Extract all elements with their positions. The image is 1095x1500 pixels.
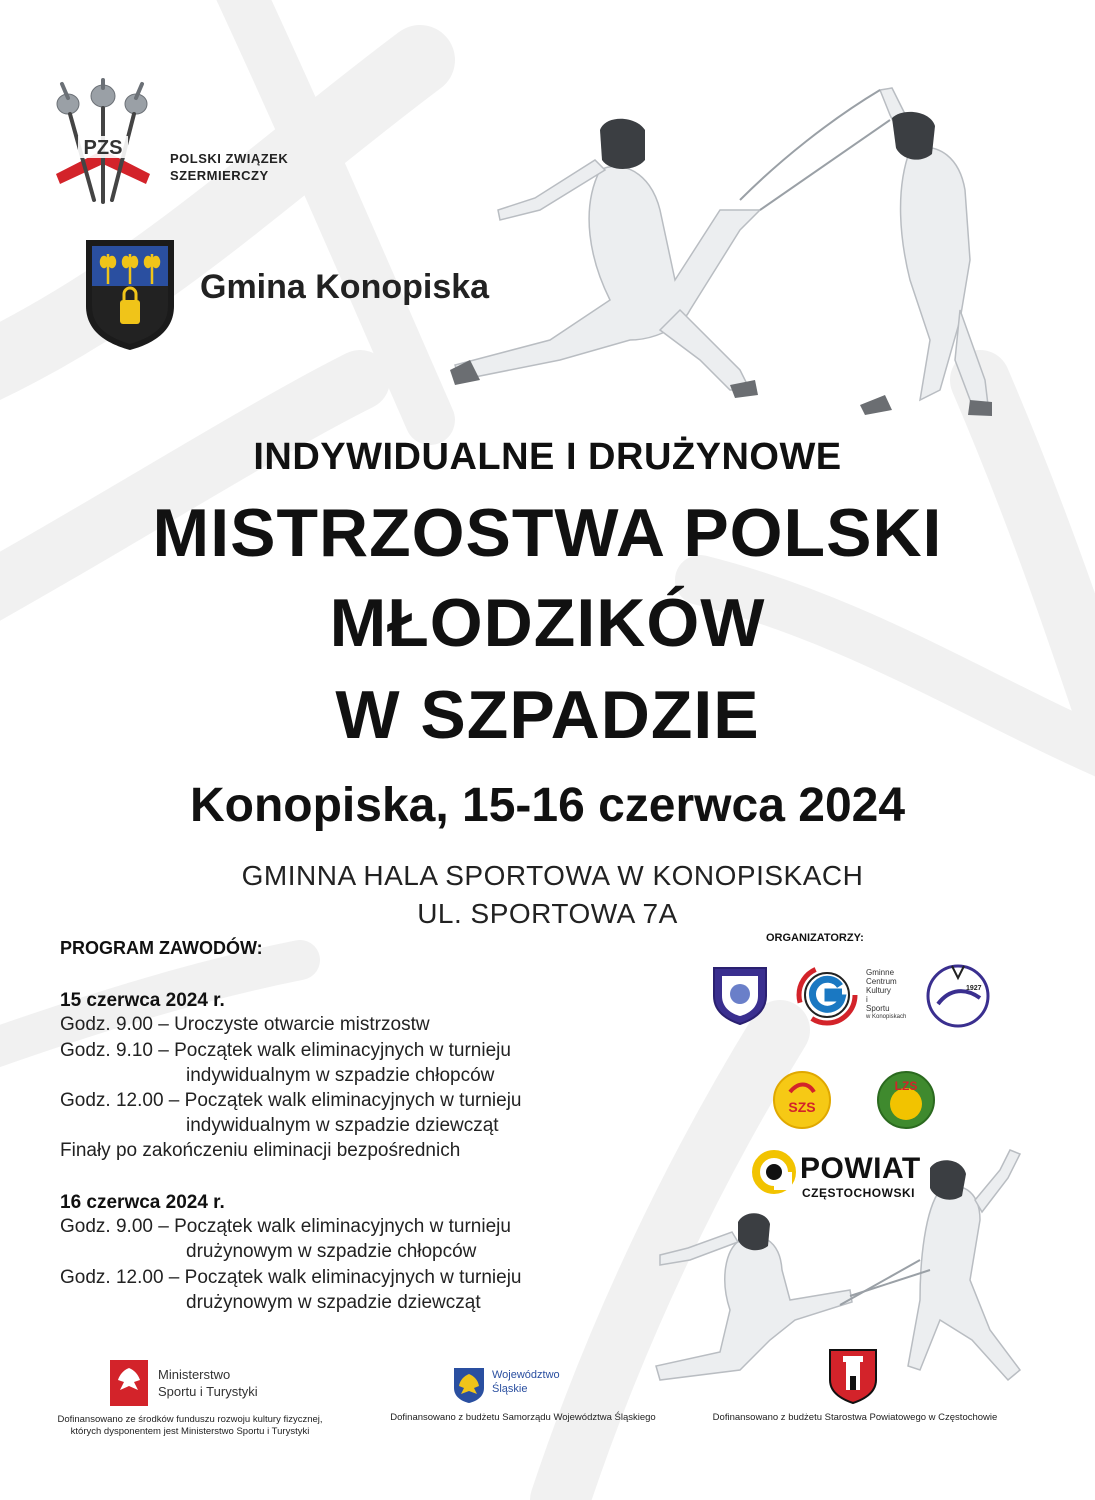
day1-line: indywidualnym w szpadzie chłopców xyxy=(186,1065,495,1086)
silesian-fencing-association-logo xyxy=(922,958,994,1030)
program-heading: PROGRAM ZAWODÓW: xyxy=(60,938,263,958)
ministry-eagle-icon xyxy=(110,1360,148,1406)
powiat-subtitle: CZĘSTOCHOWSKI xyxy=(802,1186,915,1200)
gcks-line: w Konopiskach xyxy=(866,1014,907,1020)
pzs-logo-letters: PZS xyxy=(83,137,123,159)
day1-title: 15 czerwca 2024 r. xyxy=(60,990,225,1011)
voivodeship-line2: Śląskie xyxy=(492,1383,528,1395)
day1-line: Godz. 9.10 – Początek walk eliminacyjnych w turnieju xyxy=(60,1040,511,1061)
gmina-name: Gmina Konopiska xyxy=(200,268,490,306)
day1-line: Godz. 9.00 – Uroczyste otwarcie mistrzostw xyxy=(60,1014,430,1035)
pzs-name-line1: POLSKI ZWIĄZEK xyxy=(170,151,289,166)
pzs-name xyxy=(170,150,288,184)
ministry-name-line1: Ministerstwo xyxy=(158,1367,231,1382)
gcks-line: Kultury xyxy=(866,986,891,995)
ministry-name-line2: Sportu i Turystyki xyxy=(158,1384,258,1399)
gcks-line: Sportu xyxy=(866,1004,890,1013)
gcks-name xyxy=(866,968,906,1022)
event-title-line1: MISTRZOSTWA POLSKI xyxy=(152,495,943,571)
ministry-note-line1: Dofinansowano ze środków funduszu rozwoju kultury fizycznej, xyxy=(57,1414,323,1425)
ministry-note-line2: których dysponentem jest Ministerstwo Sportu i Turystyki xyxy=(70,1426,310,1437)
starostwo-funding-note: Dofinansowano z budżetu Starostwa Powiatowego w Częstochowie xyxy=(712,1412,998,1423)
voivodeship-name xyxy=(492,1368,560,1396)
day2-line: drużynowym w szpadzie chłopców xyxy=(186,1241,477,1262)
fencers-illustration-top xyxy=(440,60,1060,440)
czestochowa-county-crest-icon xyxy=(828,1348,878,1404)
event-title-line2: MŁODZIKÓW xyxy=(329,585,766,661)
pzs-logo xyxy=(48,78,158,206)
gcks-logo xyxy=(796,964,858,1026)
voivodeship-line1: Województwo xyxy=(492,1369,560,1381)
organizers-label: ORGANIZATORZY: xyxy=(766,932,864,944)
day2-line: Godz. 12.00 – Początek walk eliminacyjnych w turnieju xyxy=(60,1267,522,1288)
venue-address: UL. SPORTOWA 7A xyxy=(417,898,678,929)
day1-line: Finały po zakończeniu eliminacji bezpośrednich xyxy=(60,1140,461,1161)
event-date-place: Konopiska, 15-16 czerwca 2024 xyxy=(189,779,906,832)
lzs-logo xyxy=(876,1070,936,1130)
event-title-line3: W SZPADZIE xyxy=(335,677,760,753)
szs-logo xyxy=(772,1070,832,1130)
ministry-funding-note xyxy=(20,1414,360,1438)
day2-title: 16 czerwca 2024 r. xyxy=(60,1192,225,1213)
lzs-badge-text: LZS xyxy=(894,1079,918,1093)
gcks-line: i xyxy=(866,995,868,1004)
powiat-word: POWIAT xyxy=(800,1152,921,1185)
gcks-line: Centrum xyxy=(866,977,897,986)
ministry-name xyxy=(158,1366,258,1400)
szs-badge-text: SZS xyxy=(788,1099,816,1115)
day1-line: indywidualnym w szpadzie dziewcząt xyxy=(186,1115,499,1136)
pzs-name-line2: SZERMIERCZY xyxy=(170,168,269,183)
silesian-year: 1927 xyxy=(966,985,982,992)
voivodeship-funding-note: Dofinansowano z budżetu Samorządu Województwa Śląskiego xyxy=(390,1412,656,1423)
gcks-line: Gminne xyxy=(866,968,895,977)
venue-name: GMINNA HALA SPORTOWA W KONOPISKACH xyxy=(241,860,864,891)
event-subtitle: INDYWIDUALNE I DRUŻYNOWE xyxy=(253,436,842,478)
silesia-voivodeship-crest-icon xyxy=(452,1366,486,1404)
day2-line: drużynowym w szpadzie dziewcząt xyxy=(186,1292,481,1313)
club-logo-shield xyxy=(708,962,772,1026)
day1-line: Godz. 12.00 – Początek walk eliminacyjnych w turnieju xyxy=(60,1090,522,1111)
day2-line: Godz. 9.00 – Początek walk eliminacyjnych w turnieju xyxy=(60,1216,511,1237)
gmina-crest-logo xyxy=(82,236,178,352)
